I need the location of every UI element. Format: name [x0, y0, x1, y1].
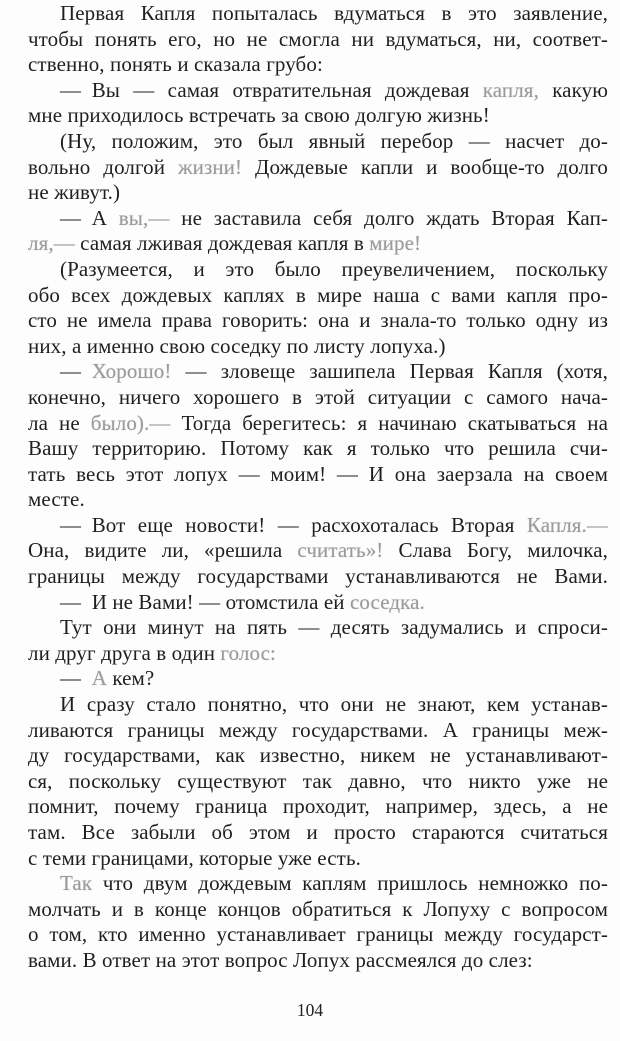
text-run: (Разумеется, и это было преувеличением, поскольку	[60, 256, 608, 281]
text-line	[28, 513, 608, 539]
text-line	[28, 487, 608, 513]
faded-word: считать»!	[297, 538, 384, 563]
text-block	[28, 1, 608, 974]
text-line	[28, 180, 608, 206]
faded-word: А	[91, 666, 107, 691]
faded-word: ля,—	[28, 231, 75, 256]
text-run: Дождевые капли и вообще-то долго	[242, 154, 609, 179]
text-run: кем?	[106, 666, 155, 691]
text-line	[28, 718, 608, 744]
text-run: — А	[60, 205, 119, 230]
text-line	[28, 794, 608, 820]
text-run: них, а именно свою соседку по листу лопуха.)	[28, 333, 446, 358]
text-line	[28, 692, 608, 718]
text-run: ливаются границы между государствами. А границы меж-	[28, 717, 608, 742]
text-line	[28, 820, 608, 846]
text-line	[28, 871, 608, 897]
text-run: что двум дождевым каплям пришлось немножко по-	[92, 871, 608, 896]
text-line	[28, 308, 608, 334]
text-run: Вашу территорию. Потому как я только что решила счи-	[28, 436, 608, 461]
text-run: ду государствами, как известно, никем не устанавливают-	[28, 743, 608, 768]
text-line	[28, 590, 608, 616]
text-line	[28, 743, 608, 769]
text-line	[28, 155, 608, 181]
text-line	[28, 462, 608, 488]
text-line	[28, 564, 608, 590]
text-run: ся, поскольку существуют так давно, что никто уже не	[28, 768, 608, 793]
text-run: молчать и в конце концов обратиться к Лопуху с вопросом	[28, 896, 608, 921]
text-run: —	[60, 666, 92, 691]
text-line	[28, 206, 608, 232]
text-line	[28, 948, 608, 974]
text-line	[28, 538, 608, 564]
faded-word: капля,	[482, 77, 539, 102]
text-run: чтобы понять его, но не смогла ни вдуматься, ни, соответ-	[28, 26, 608, 51]
text-line	[28, 283, 608, 309]
faded-word: голос:	[220, 640, 276, 665]
text-line	[28, 231, 608, 257]
text-line	[28, 641, 608, 667]
text-line	[28, 27, 608, 53]
text-run: — И не Вами! — отомстила ей	[60, 589, 350, 614]
text-run: тать весь этот лопух — моим! — И она заерзала на своем	[28, 461, 608, 486]
text-run: месте.	[28, 487, 85, 512]
faded-word: было).—	[90, 410, 171, 435]
text-run: границы между государствами устанавливаются не Вами.	[28, 564, 608, 589]
faded-word: жизни!	[178, 154, 243, 179]
text-run: — Вы — самая отвратительная дождевая	[60, 77, 483, 102]
text-run: какую	[538, 77, 608, 102]
text-line	[28, 385, 608, 411]
text-run: не живут.)	[28, 180, 121, 205]
text-line	[28, 411, 608, 437]
text-run: Она, видите ли, «решила	[28, 538, 298, 563]
text-line	[28, 103, 608, 129]
text-line	[28, 615, 608, 641]
text-line	[28, 666, 608, 692]
faded-word: Так	[60, 871, 93, 896]
text-run: ла не	[28, 410, 91, 435]
text-run: с теми границами, которые уже есть.	[28, 845, 361, 870]
text-run: там. Все забыли об этом и просто стараются считаться	[28, 820, 608, 844]
text-line	[28, 897, 608, 923]
text-line	[28, 78, 608, 104]
text-run: —	[60, 359, 92, 384]
text-run: о том, кто именно устанавливает границы между государст-	[28, 922, 608, 947]
text-line	[28, 52, 608, 78]
text-line	[28, 359, 608, 385]
page-number: 104	[296, 1000, 324, 1020]
text-run: Первая Капля попыталась вдуматься в это заявление,	[60, 1, 608, 25]
faded-word: соседка.	[349, 589, 425, 614]
text-line	[28, 922, 608, 948]
text-run: (Ну, положим, это был явный перебор — насчет до-	[60, 128, 608, 153]
faded-word: вы,—	[118, 205, 170, 230]
text-run: Слава Богу, милочка,	[383, 538, 608, 563]
faded-word: Хорошо!	[91, 359, 172, 384]
text-run: вами. В ответ на этот вопрос Лопух рассмеялся до слез:	[28, 947, 533, 972]
text-run: сто не имела права говорить: она и знала-то только одну из	[28, 308, 608, 333]
text-line	[28, 334, 608, 360]
text-line	[28, 257, 608, 283]
text-run: Тут они минут на пять — десять задумались и спроси-	[60, 615, 608, 640]
text-run: не заставила себя долго ждать Вторая Кап-	[169, 205, 608, 230]
text-run: И сразу стало понятно, что они не знают, кем устанав-	[60, 692, 608, 717]
text-run: конечно, ничего хорошего в этой ситуации с самого нача-	[28, 384, 608, 409]
text-run: — зловеще зашипела Первая Капля (хотя,	[171, 359, 608, 384]
text-run: обо всех дождевых каплях в мире наша с вами капля про-	[28, 282, 608, 307]
text-run: ли друг друга в один	[28, 640, 221, 665]
faded-word: Капля.—	[526, 512, 608, 537]
text-line	[28, 436, 608, 462]
text-run: помнит, почему граница проходит, например, здесь, а не	[28, 794, 608, 819]
text-line	[28, 129, 608, 155]
text-line	[28, 1, 608, 27]
text-run: Тогда берегитесь: я начинаю скатываться на	[170, 410, 608, 435]
text-run: мне приходилось встречать за свою долгую жизнь!	[28, 103, 490, 128]
text-run: — Вот еще новости! — расхохоталась Вторая	[60, 512, 527, 537]
text-run: самая лживая дождевая капля в	[74, 231, 370, 256]
text-run: вольно долгой	[28, 154, 178, 179]
text-run: ственно, понять и сказала грубо:	[28, 52, 323, 77]
text-line	[28, 846, 608, 872]
faded-word: мире!	[369, 231, 422, 256]
text-line	[28, 769, 608, 795]
